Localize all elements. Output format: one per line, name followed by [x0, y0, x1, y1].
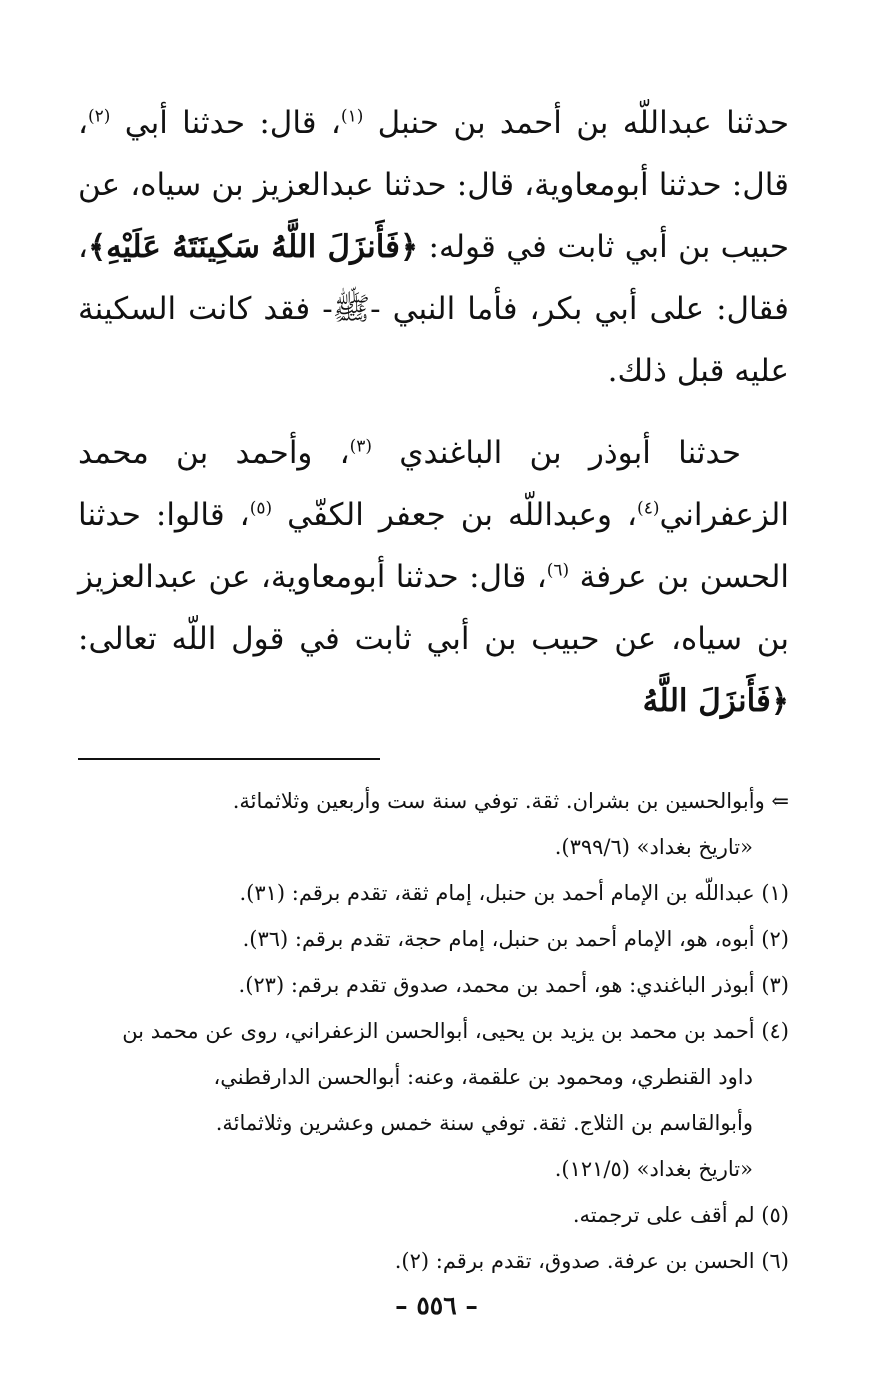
footnote-1: (١) عبداللّه بن الإمام أحمد بن حنبل، إمام ثقة، تقدم برقم: (٣١). [239, 881, 789, 905]
footnote-4-line-3: وأبوالقاسم بن الثلاج. ثقة. توفي سنة خمس وعشرين وثلاثمائة. [215, 1111, 753, 1135]
text-run: ، قال: حدثنا أبومعاوية، قال: حدثنا عبدالعزيز بن سياه، عن حبيب بن أبي ثابت في قوله: [78, 105, 789, 265]
text-run: ، وعبداللّه بن جعفر الكفّي [287, 497, 638, 533]
footnote-ref-2[interactable]: (٢) [88, 106, 111, 127]
text-run: حدثنا أبوذر بن الباغندي [399, 435, 741, 471]
footnote-divider [78, 758, 380, 760]
quran-verse-quote: ﴿فَأَنزَلَ اللَّهُ [642, 683, 789, 719]
footnote-ref-3[interactable]: (٣) [349, 436, 373, 457]
footnote-2: (٢) أبوه، هو، الإمام أحمد بن حنبل، إمام حجة، تقدم برقم: (٣٦). [242, 927, 789, 951]
main-paragraph-2 [78, 422, 789, 732]
quran-verse-quote: ﴿فَأَنزَلَ اللَّهُ سَكِينَتَهُ عَلَيْهِ﴾ [88, 229, 419, 265]
footnote-5: (٥) لم أقف على ترجمته. [572, 1203, 789, 1227]
footnote-ref-4[interactable]: (٤) [637, 498, 660, 519]
footnotes-section [78, 790, 789, 1273]
footnote-ref-6[interactable]: (٦) [546, 560, 570, 581]
footnote-6: (٦) الحسن بن عرفة. صدوق، تقدم برقم: (٢). [394, 1249, 789, 1273]
footnote-continued: ⇐ وأبوالحسين بن بشران. ثقة. توفي سنة ست وأربعين وثلاثمائة. [232, 789, 789, 813]
text-run: ، قالوا: حدثنا الحسن بن عرفة [78, 497, 789, 595]
footnote-ref-5[interactable]: (٥) [249, 498, 273, 519]
main-paragraph-1 [78, 92, 789, 402]
footnote-ref-1[interactable]: (١) [340, 106, 364, 127]
text-run: ، وأحمد بن محمد الزعفراني [78, 435, 789, 533]
footnote-3: (٣) أبوذر الباغندي: هو، أحمد بن محمد، صدوق تقدم برقم: (٢٣). [238, 973, 789, 997]
page-number: – ٥٥٦ – [395, 1291, 478, 1320]
text-run: ، قال: حدثنا أبومعاوية، عن عبدالعزيز بن سياه، عن حبيب بن أبي ثابت في قول اللّه تعالى: [78, 559, 789, 657]
text-run: ، قال: حدثنا أبي [124, 105, 341, 141]
text-run: ، فقال: على أبي بكر، فأما النبي -ﷺ- فقد كانت السكينة عليه قبل ذلك. [78, 229, 789, 389]
footnote-4-line-4: «تاريخ بغداد» (١٢١/٥). [554, 1157, 753, 1181]
footnote-continued-source: «تاريخ بغداد» (٣٩٩/٦). [554, 835, 753, 859]
footnote-4-line-1: (٤) أحمد بن محمد بن يزيد بن يحيى، أبوالحسن الزعفراني، روى عن محمد بن [122, 1019, 789, 1043]
text-run: حدثنا عبداللّه بن أحمد بن حنبل [377, 105, 789, 141]
footnote-4-line-2: داود القنطري، ومحمود بن علقمة، وعنه: أبوالحسن الدارقطني، [213, 1065, 753, 1089]
